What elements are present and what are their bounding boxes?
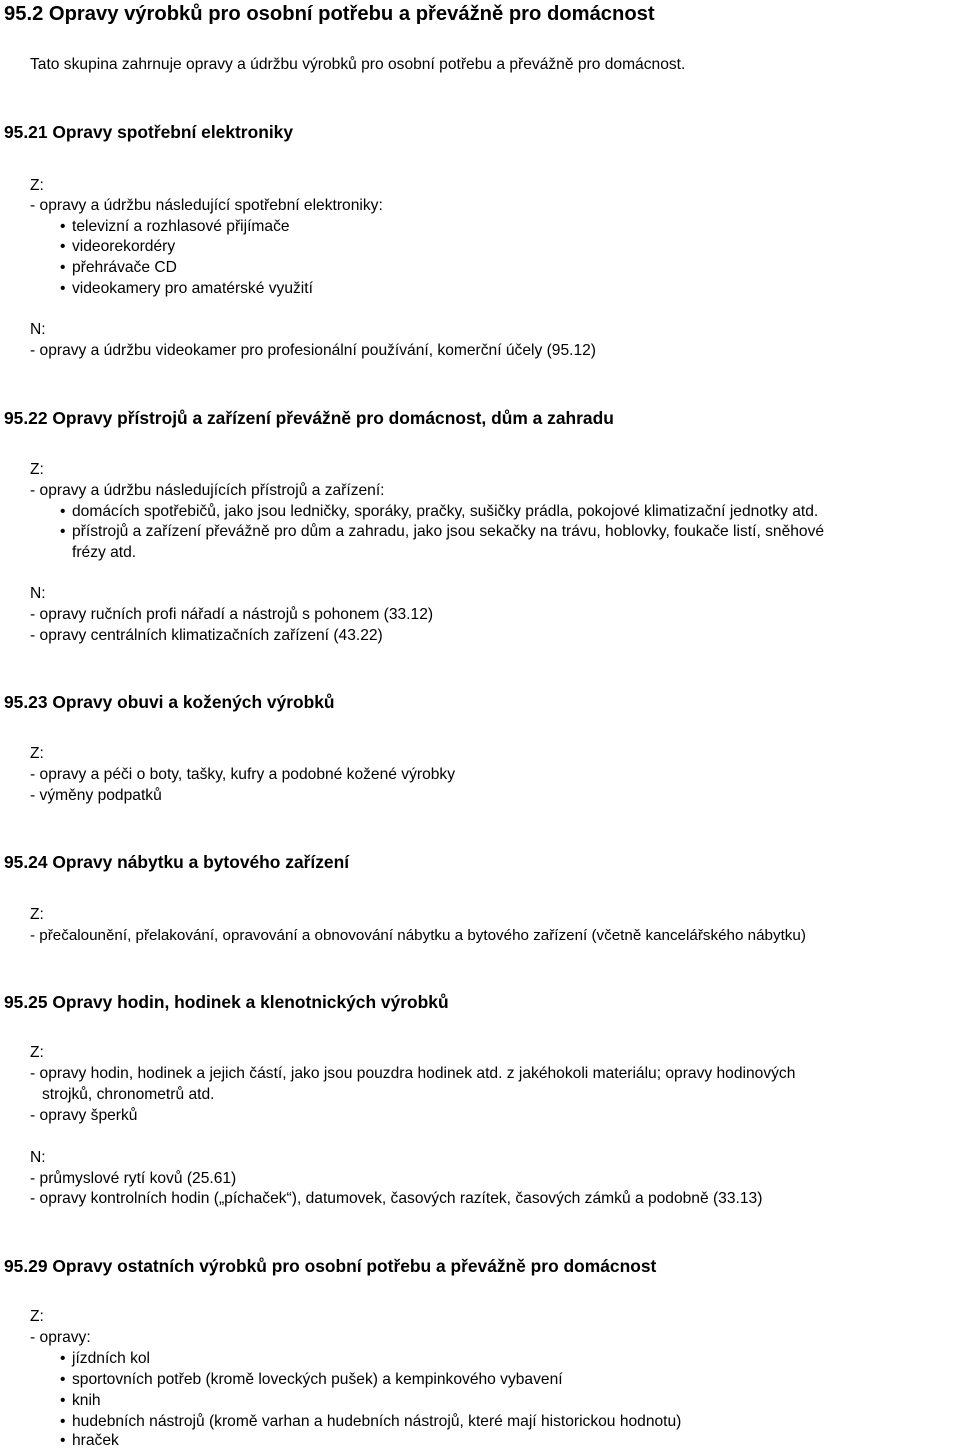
includes-line-continuation: strojků, chronometrů atd. bbox=[42, 1086, 215, 1103]
includes-label: Z: bbox=[30, 745, 44, 762]
list-item: • přehrávače CD bbox=[72, 258, 177, 277]
list-item: • přístrojů a zařízení převážně pro dům a zahradu, jako jsou sekačky na trávu, hoblovky, foukače listí, sněhové bbox=[72, 522, 824, 541]
includes-label: Z: bbox=[30, 461, 44, 478]
section-heading-9525: 95.25 Opravy hodin, hodinek a klenotnických výrobků bbox=[4, 992, 449, 1012]
includes-label: Z: bbox=[30, 906, 44, 923]
includes-label: Z: bbox=[30, 1308, 44, 1325]
section-heading-9521: 95.21 Opravy spotřební elektroniky bbox=[4, 122, 294, 142]
section-heading-9524: 95.24 Opravy nábytku a bytového zařízení bbox=[4, 852, 350, 872]
page-title: 95.2 Opravy výrobků pro osobní potřebu a převážně pro domácnost bbox=[4, 3, 655, 25]
list-item: • hudebních nástrojů (kromě varhan a hudebních nástrojů, které mají historickou hodnotu) bbox=[72, 1412, 681, 1431]
excludes-label: N: bbox=[30, 585, 46, 602]
includes-label: Z: bbox=[30, 177, 44, 194]
list-item: • televizní a rozhlasové přijímače bbox=[72, 217, 290, 236]
includes-line: - opravy a péči o boty, tašky, kufry a podobné kožené výrobky bbox=[30, 766, 456, 783]
includes-line: - opravy šperků bbox=[30, 1107, 138, 1124]
excludes-label: N: bbox=[30, 321, 46, 338]
list-item: • knih bbox=[72, 1391, 101, 1410]
includes-line: - opravy a údržbu následující spotřební elektroniky: bbox=[30, 197, 383, 214]
includes-line: - přečalounění, přelakování, opravování a obnovování nábytku a bytového zařízení (včetně kancelářského nábytku) bbox=[30, 927, 806, 944]
excludes-line: - opravy a údržbu videokamer pro profesionální používání, komerční účely (95.12) bbox=[30, 342, 596, 359]
includes-line: - opravy a údržbu následujících přístrojů a zařízení: bbox=[30, 482, 385, 499]
excludes-line: - opravy kontrolních hodin („píchaček“), datumovek, časových razítek, časových zámků a podobně (33.13) bbox=[30, 1190, 763, 1207]
excludes-line: - průmyslové rytí kovů (25.61) bbox=[30, 1170, 237, 1187]
list-item: • hraček bbox=[72, 1432, 119, 1450]
includes-line: - opravy: bbox=[30, 1329, 91, 1346]
section-heading-9529: 95.29 Opravy ostatních výrobků pro osobní potřebu a převážně pro domácnost bbox=[4, 1256, 657, 1276]
intro-text: Tato skupina zahrnuje opravy a údržbu výrobků pro osobní potřebu a převážně pro domácnost. bbox=[30, 56, 686, 73]
list-item-continuation: frézy atd. bbox=[72, 544, 137, 561]
list-item: • domácích spotřebičů, jako jsou ledničky, sporáky, pračky, sušičky prádla, pokojové klimatizační jednotky atd. bbox=[72, 502, 818, 521]
excludes-label: N: bbox=[30, 1149, 46, 1166]
list-item: • videokamery pro amatérské využití bbox=[72, 279, 313, 298]
excludes-line: - opravy ručních profi nářadí a nástrojů s pohonem (33.12) bbox=[30, 606, 434, 623]
list-item: • sportovních potřeb (kromě loveckých pušek) a kempinkového vybavení bbox=[72, 1370, 563, 1389]
list-item: • jízdních kol bbox=[72, 1349, 150, 1368]
section-heading-9522: 95.22 Opravy přístrojů a zařízení převážně pro domácnost, dům a zahradu bbox=[4, 408, 614, 428]
list-item: • videorekordéry bbox=[72, 237, 175, 256]
includes-label: Z: bbox=[30, 1044, 44, 1061]
includes-line: - opravy hodin, hodinek a jejich částí, jako jsou pouzdra hodinek atd. z jakéhokoli materiálu; opravy hodinových bbox=[30, 1065, 796, 1082]
includes-line: - výměny podpatků bbox=[30, 787, 162, 804]
section-heading-9523: 95.23 Opravy obuvi a kožených výrobků bbox=[4, 692, 335, 712]
excludes-line: - opravy centrálních klimatizačních zařízení (43.22) bbox=[30, 627, 383, 644]
